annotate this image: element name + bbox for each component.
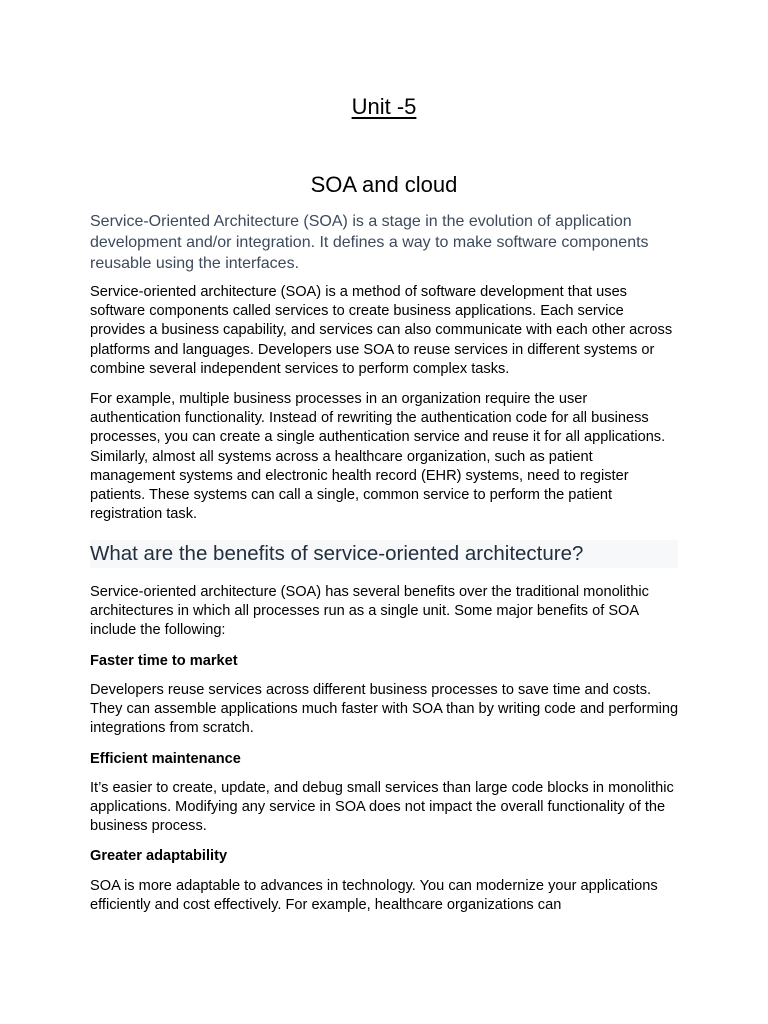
page-title: SOA and cloud	[310, 172, 458, 197]
paragraph-soa-definition: Service-oriented architecture (SOA) is a method of software development that uses software components called services to create business applications. Each service provides a business capability, and services can also communicate with each other across platforms and languages. Developers use SOA to reuse services in different systems or combine several independent services to perform complex tasks.	[90, 284, 673, 377]
paragraph-benefits-intro: Service-oriented architecture (SOA) has several benefits over the traditional monolithic architectures in which all processes run as a single unit. Some major benefits of SOA include the following:	[90, 584, 649, 639]
benefits-heading: What are the benefits of service-oriented architecture?	[90, 540, 678, 568]
paragraph-faster-time-to-market: Developers reuse services across different business processes to save time and costs. They can assemble applications much faster with SOA than by writing code and performing integrations from scratch.	[90, 682, 679, 737]
paragraph-example: For example, multiple business processes in an organization require the user authentication functionality. Instead of rewriting the authentication code for all business processes, you can create a single authentication service and reuse it for all applications. Similarly, almost all systems across a healthcare organization, such as patient management systems and electronic health record (EHR) systems, need to register patients. These systems can call a single, common service to perform the patient registration task.	[90, 391, 666, 523]
subheading-faster-time-to-market: Faster time to market	[90, 653, 238, 669]
paragraph-greater-adaptability: SOA is more adaptable to advances in technology. You can modernize your applications efficiently and cost effectively. For example, healthcare organizations can	[90, 878, 658, 914]
subheading-greater-adaptability: Greater adaptability	[90, 848, 228, 864]
intro-paragraph: Service-Oriented Architecture (SOA) is a stage in the evolution of application development and/or integration. It defines a way to make software components reusable using the interfaces.	[90, 213, 649, 272]
paragraph-efficient-maintenance: It’s easier to create, update, and debug small services than large code blocks in monolithic applications. Modifying any service in SOA does not impact the overall functionality of the business process.	[90, 780, 674, 835]
unit-title: Unit -5	[351, 94, 417, 119]
subheading-efficient-maintenance: Efficient maintenance	[90, 751, 241, 767]
